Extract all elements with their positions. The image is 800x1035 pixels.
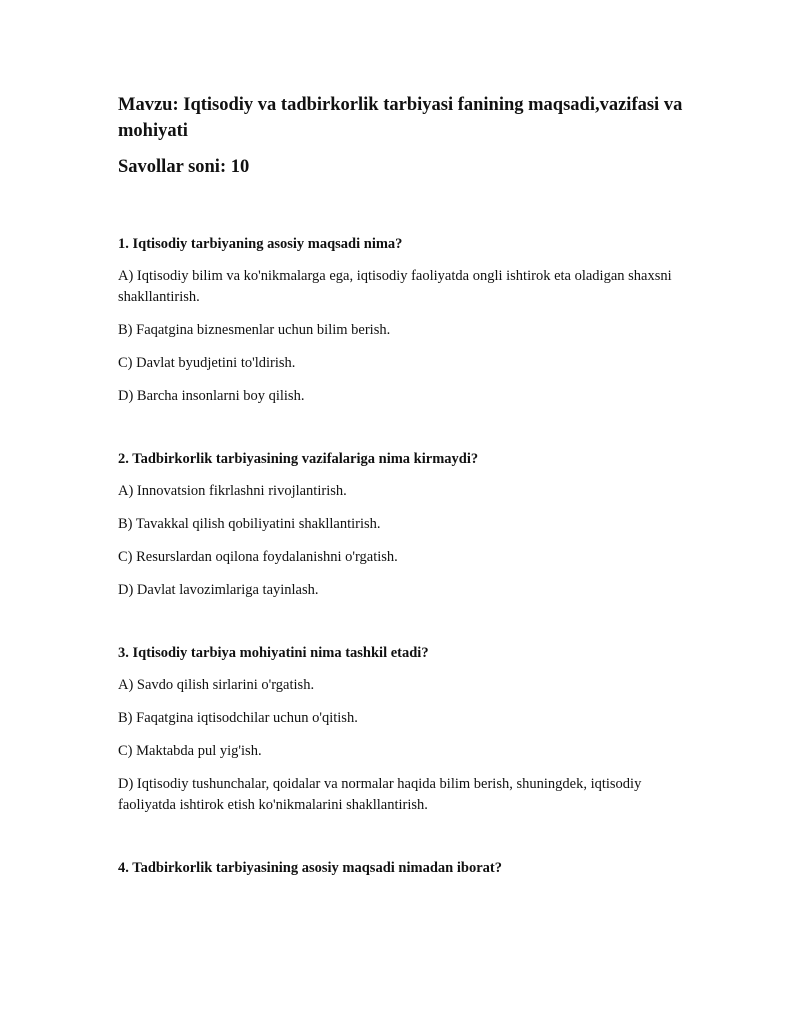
answer-option-c: C) Davlat byudjetini to'ldirish. xyxy=(118,355,296,371)
document-title: Mavzu: Iqtisodiy va tadbirkorlik tarbiyasi fanining maqsadi,vazifasi va mohiyati xyxy=(118,95,683,141)
answer-option-a: A) Innovatsion fikrlashni rivojlantirish. xyxy=(118,483,347,499)
answer-option-a: A) Iqtisodiy bilim va ko'nikmalarga ega, iqtisodiy faoliyatda ongli ishtirok eta oladigan shaxsni shakllantirish. xyxy=(118,268,672,305)
document-page xyxy=(118,92,698,890)
answer-option-d: D) Iqtisodiy tushunchalar, qoidalar va normalar haqida bilim berish, shuningdek, iqtisodiy faoliyatda ishtirok etish ko'nikmalarini shakllantirish. xyxy=(118,776,642,813)
answer-option-d: D) Davlat lavozimlariga tayinlash. xyxy=(118,582,319,598)
answer-option-c: C) Maktabda pul yig'ish. xyxy=(118,743,262,759)
question-text: 2. Tadbirkorlik tarbiyasining vazifalariga nima kirmaydi? xyxy=(118,451,479,467)
answer-option-d: D) Barcha insonlarni boy qilish. xyxy=(118,388,305,404)
question-block-3 xyxy=(118,643,698,816)
answer-option-b: B) Faqatgina biznesmenlar uchun bilim berish. xyxy=(118,322,391,338)
question-text: 4. Tadbirkorlik tarbiyasining asosiy maqsadi nimadan iborat? xyxy=(118,860,502,876)
answer-option-b: B) Faqatgina iqtisodchilar uchun o'qitish. xyxy=(118,710,358,726)
question-text: 3. Iqtisodiy tarbiya mohiyatini nima tashkil etadi? xyxy=(118,645,429,661)
answer-option-b: B) Tavakkal qilish qobiliyatini shakllantirish. xyxy=(118,516,381,532)
question-text: 1. Iqtisodiy tarbiyaning asosiy maqsadi nima? xyxy=(118,236,403,252)
question-block-4 xyxy=(118,858,698,878)
question-block-1 xyxy=(118,234,698,407)
question-block-2 xyxy=(118,449,698,601)
answer-option-a: A) Savdo qilish sirlarini o'rgatish. xyxy=(118,677,315,693)
answer-option-c: C) Resurslardan oqilona foydalanishni o'rgatish. xyxy=(118,549,398,565)
question-count: Savollar soni: 10 xyxy=(118,157,250,177)
